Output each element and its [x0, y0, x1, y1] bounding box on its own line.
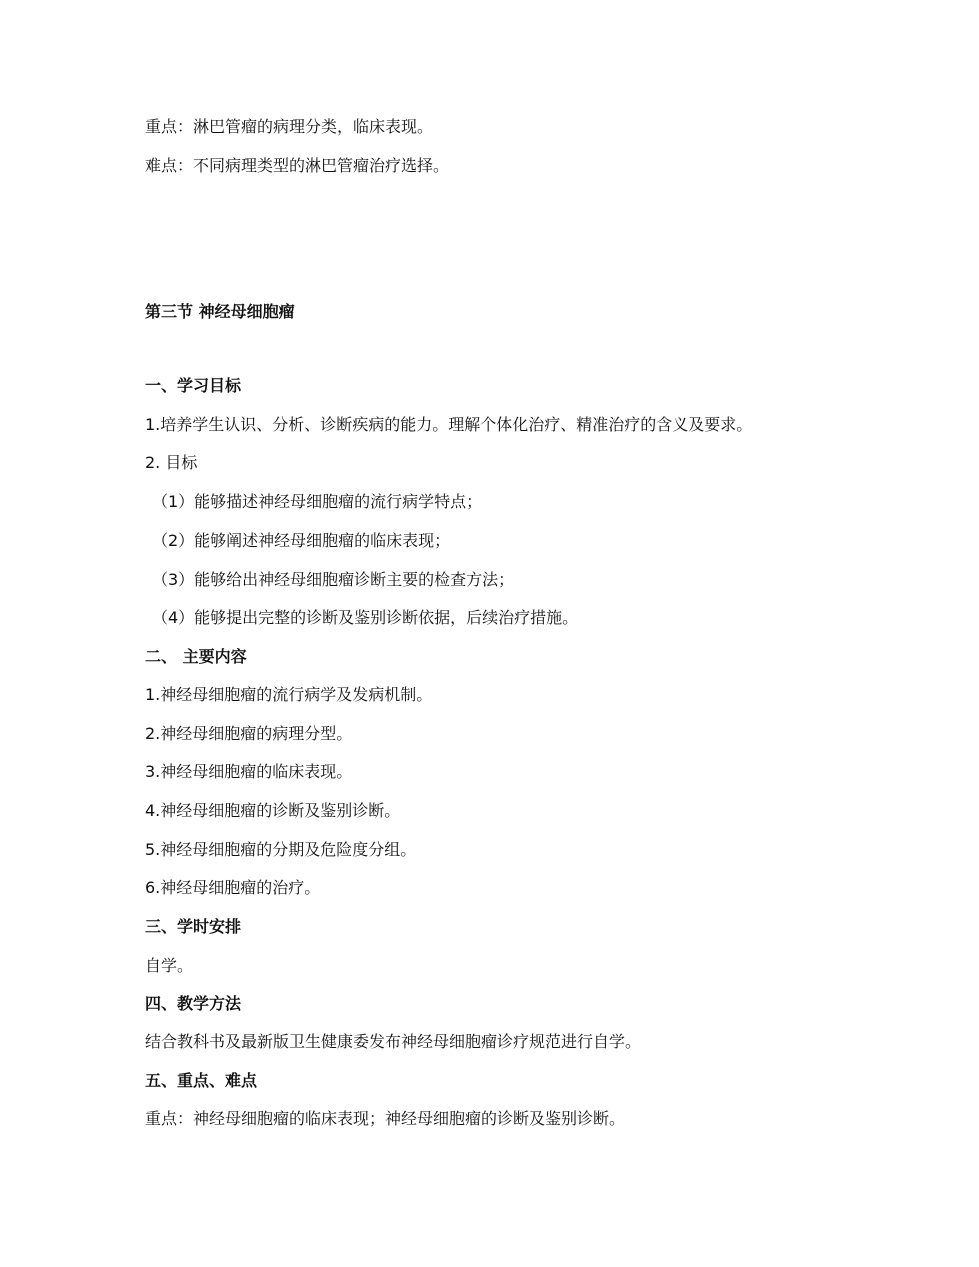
content-item: 3.神经母细胞瘤的临床表现。: [145, 762, 353, 781]
objective-sub-item: （3）能够给出神经母细胞瘤诊断主要的检查方法；: [152, 570, 515, 589]
content-item: 5.神经母细胞瘤的分期及危险度分组。: [145, 840, 417, 859]
methods-heading: 四、教学方法: [145, 994, 242, 1013]
key-points-heading: 五、重点、难点: [145, 1071, 258, 1090]
objective-sub-item: （2）能够阐述神经母细胞瘤的临床表现；: [152, 531, 451, 550]
schedule-heading: 三、学时安排: [145, 917, 242, 936]
objective-sub-item: （4）能够提出完整的诊断及鉴别诊断依据，后续治疗措施。: [152, 608, 579, 627]
schedule-text: 自学。: [145, 956, 194, 975]
content-heading: 二、 主要内容: [145, 647, 247, 666]
methods-text: 结合教科书及最新版卫生健康委发布神经母细胞瘤诊疗规范进行自学。: [145, 1032, 642, 1051]
content-item: 1.神经母细胞瘤的流行病学及发病机制。: [145, 685, 433, 704]
prev-difficulties: 难点：不同病理类型的淋巴管瘤治疗选择。: [145, 156, 450, 175]
content-item: 2.神经母细胞瘤的病理分型。: [145, 724, 353, 743]
prev-key-points: 重点：淋巴管瘤的病理分类，临床表现。: [145, 117, 434, 136]
content-item: 4.神经母细胞瘤的诊断及鉴别诊断。: [145, 801, 401, 820]
section-title: 第三节 神经母细胞瘤: [145, 302, 295, 321]
objective-item-1: 1.培养学生认识、分析、诊断疾病的能力。理解个体化治疗、精准治疗的含义及要求。: [145, 415, 753, 434]
objectives-heading: 一、学习目标: [145, 376, 242, 395]
key-points-text: 重点：神经母细胞瘤的临床表现；神经母细胞瘤的诊断及鉴别诊断。: [145, 1109, 626, 1128]
objective-item-2: 2. 目标: [145, 453, 198, 472]
content-item: 6.神经母细胞瘤的治疗。: [145, 878, 321, 897]
objective-sub-item: （1）能够描述神经母细胞瘤的流行病学特点；: [152, 492, 483, 511]
